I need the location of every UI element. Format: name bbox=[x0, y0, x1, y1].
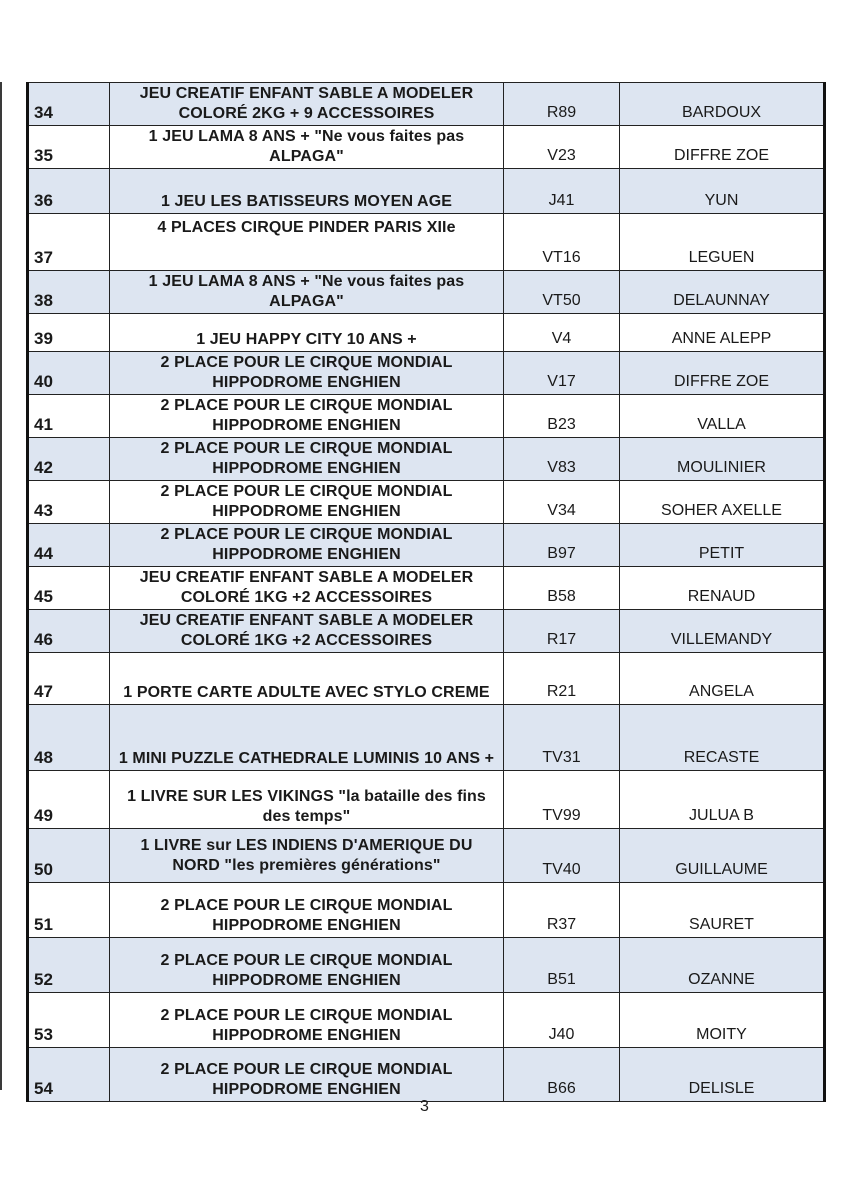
winner-name: DIFFRE ZOE bbox=[620, 126, 825, 169]
winner-name: ANGELA bbox=[620, 653, 825, 705]
table-row bbox=[28, 352, 825, 395]
lot-number: 48 bbox=[28, 705, 110, 771]
table-row bbox=[28, 567, 825, 610]
lot-description: 2 PLACE POUR LE CIRQUE MONDIAL HIPPODROME ENGHIEN bbox=[110, 1048, 504, 1102]
lot-description: 2 PLACE POUR LE CIRQUE MONDIAL HIPPODROME ENGHIEN bbox=[110, 438, 504, 481]
table-row bbox=[28, 126, 825, 169]
winner-name: GUILLAUME bbox=[620, 829, 825, 883]
lot-number: 53 bbox=[28, 993, 110, 1048]
lot-number: 38 bbox=[28, 271, 110, 314]
lot-description: 4 PLACES CIRQUE PINDER PARIS XIIe bbox=[110, 214, 504, 271]
ticket-code: R89 bbox=[504, 83, 620, 126]
ticket-code: VT16 bbox=[504, 214, 620, 271]
winner-name: DELAUNNAY bbox=[620, 271, 825, 314]
lot-description: JEU CREATIF ENFANT SABLE A MODELER COLORÉ 2KG + 9 ACCESSOIRES bbox=[110, 83, 504, 126]
table-row bbox=[28, 1048, 825, 1102]
page-number: 3 bbox=[420, 1098, 429, 1115]
table-row bbox=[28, 993, 825, 1048]
lot-number: 40 bbox=[28, 352, 110, 395]
ticket-code: TV31 bbox=[504, 705, 620, 771]
table-row bbox=[28, 214, 825, 271]
winner-name: OZANNE bbox=[620, 938, 825, 993]
winner-name: PETIT bbox=[620, 524, 825, 567]
lot-description: JEU CREATIF ENFANT SABLE A MODELER COLORÉ 1KG +2 ACCESSOIRES bbox=[110, 567, 504, 610]
lot-number: 34 bbox=[28, 83, 110, 126]
ticket-code: B66 bbox=[504, 1048, 620, 1102]
ticket-code: V4 bbox=[504, 314, 620, 352]
lot-number: 36 bbox=[28, 169, 110, 214]
winner-name: SAURET bbox=[620, 883, 825, 938]
lot-number: 52 bbox=[28, 938, 110, 993]
ticket-code: B23 bbox=[504, 395, 620, 438]
ticket-code: R37 bbox=[504, 883, 620, 938]
ticket-code: R17 bbox=[504, 610, 620, 653]
lot-number: 42 bbox=[28, 438, 110, 481]
ticket-code: B51 bbox=[504, 938, 620, 993]
winner-name: MOITY bbox=[620, 993, 825, 1048]
lot-number: 47 bbox=[28, 653, 110, 705]
winner-name: SOHER AXELLE bbox=[620, 481, 825, 524]
lot-number: 54 bbox=[28, 1048, 110, 1102]
ticket-code: V83 bbox=[504, 438, 620, 481]
winner-name: LEGUEN bbox=[620, 214, 825, 271]
lots-table bbox=[26, 82, 826, 1102]
table-row bbox=[28, 524, 825, 567]
ticket-code: TV99 bbox=[504, 771, 620, 829]
lot-number: 46 bbox=[28, 610, 110, 653]
lot-number: 43 bbox=[28, 481, 110, 524]
lot-number: 41 bbox=[28, 395, 110, 438]
lot-description: 1 PORTE CARTE ADULTE AVEC STYLO CREME bbox=[110, 653, 504, 705]
ticket-code: J41 bbox=[504, 169, 620, 214]
lot-description: JEU CREATIF ENFANT SABLE A MODELER COLORÉ 1KG +2 ACCESSOIRES bbox=[110, 610, 504, 653]
lot-number: 45 bbox=[28, 567, 110, 610]
ticket-code: TV40 bbox=[504, 829, 620, 883]
ticket-code: VT50 bbox=[504, 271, 620, 314]
lot-number: 51 bbox=[28, 883, 110, 938]
ticket-code: B97 bbox=[504, 524, 620, 567]
winner-name: RECASTE bbox=[620, 705, 825, 771]
ticket-code: R21 bbox=[504, 653, 620, 705]
lot-description: 2 PLACE POUR LE CIRQUE MONDIAL HIPPODROME ENGHIEN bbox=[110, 883, 504, 938]
lot-description: 1 MINI PUZZLE CATHEDRALE LUMINIS 10 ANS + bbox=[110, 705, 504, 771]
winner-name: MOULINIER bbox=[620, 438, 825, 481]
page-left-rule bbox=[0, 82, 2, 1090]
winner-name: RENAUD bbox=[620, 567, 825, 610]
lot-description: 2 PLACE POUR LE CIRQUE MONDIAL HIPPODROME ENGHIEN bbox=[110, 524, 504, 567]
ticket-code: J40 bbox=[504, 993, 620, 1048]
lot-description: 2 PLACE POUR LE CIRQUE MONDIAL HIPPODROME ENGHIEN bbox=[110, 395, 504, 438]
table-row bbox=[28, 271, 825, 314]
lot-number: 35 bbox=[28, 126, 110, 169]
lot-number: 39 bbox=[28, 314, 110, 352]
lot-description: 1 JEU LAMA 8 ANS + "Ne vous faites pas ALPAGA" bbox=[110, 126, 504, 169]
lot-description: 2 PLACE POUR LE CIRQUE MONDIAL HIPPODROME ENGHIEN bbox=[110, 352, 504, 395]
table-row bbox=[28, 610, 825, 653]
lot-description: 2 PLACE POUR LE CIRQUE MONDIAL HIPPODROME ENGHIEN bbox=[110, 481, 504, 524]
lot-description: 2 PLACE POUR LE CIRQUE MONDIAL HIPPODROME ENGHIEN bbox=[110, 938, 504, 993]
winner-name: JULUA B bbox=[620, 771, 825, 829]
winner-name: DIFFRE ZOE bbox=[620, 352, 825, 395]
ticket-code: V34 bbox=[504, 481, 620, 524]
table-row bbox=[28, 314, 825, 352]
ticket-code: V17 bbox=[504, 352, 620, 395]
table-row bbox=[28, 883, 825, 938]
lot-description: 1 LIVRE sur LES INDIENS D'AMERIQUE DU NORD "les premières générations" bbox=[110, 829, 504, 883]
winner-name: DELISLE bbox=[620, 1048, 825, 1102]
winner-name: BARDOUX bbox=[620, 83, 825, 126]
lot-number: 44 bbox=[28, 524, 110, 567]
winner-name: ANNE ALEPP bbox=[620, 314, 825, 352]
winner-name: VILLEMANDY bbox=[620, 610, 825, 653]
table-row bbox=[28, 438, 825, 481]
table-row bbox=[28, 169, 825, 214]
table-row bbox=[28, 938, 825, 993]
table-row bbox=[28, 395, 825, 438]
table-row bbox=[28, 829, 825, 883]
lot-number: 49 bbox=[28, 771, 110, 829]
lot-number: 50 bbox=[28, 829, 110, 883]
ticket-code: B58 bbox=[504, 567, 620, 610]
ticket-code: V23 bbox=[504, 126, 620, 169]
table-row bbox=[28, 771, 825, 829]
lot-description: 1 JEU HAPPY CITY 10 ANS + bbox=[110, 314, 504, 352]
lot-description: 2 PLACE POUR LE CIRQUE MONDIAL HIPPODROME ENGHIEN bbox=[110, 993, 504, 1048]
table-row bbox=[28, 653, 825, 705]
table-row bbox=[28, 705, 825, 771]
lot-description: 1 LIVRE SUR LES VIKINGS "la bataille des fins des temps" bbox=[110, 771, 504, 829]
lot-number: 37 bbox=[28, 214, 110, 271]
lot-description: 1 JEU LAMA 8 ANS + "Ne vous faites pas ALPAGA" bbox=[110, 271, 504, 314]
winner-name: YUN bbox=[620, 169, 825, 214]
lot-description: 1 JEU LES BATISSEURS MOYEN AGE bbox=[110, 169, 504, 214]
table-row bbox=[28, 481, 825, 524]
winner-name: VALLA bbox=[620, 395, 825, 438]
table-row bbox=[28, 83, 825, 126]
